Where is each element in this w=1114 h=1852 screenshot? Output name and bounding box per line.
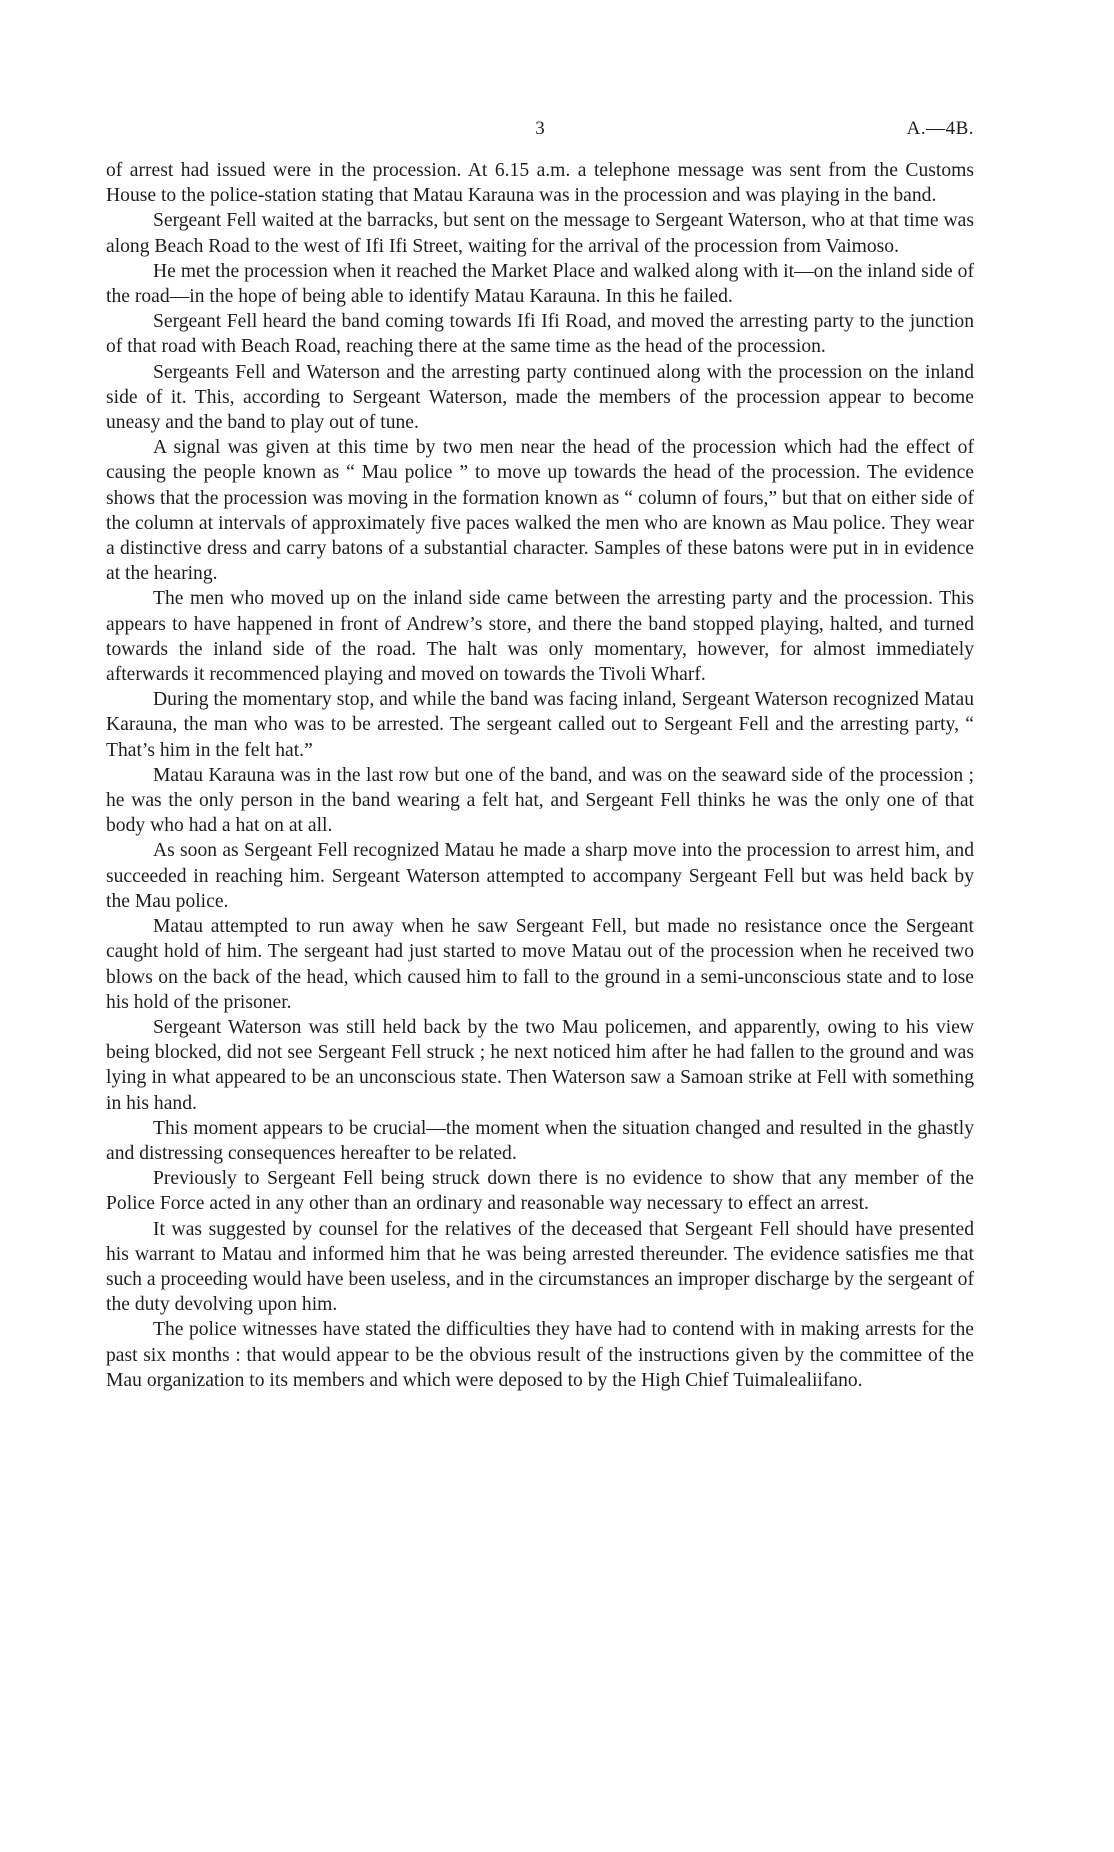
- paragraph: Sergeants Fell and Waterson and the arresting party continued along with the procession on the inland side of it. This, according to Sergeant Waterson, made the members of the procession appear to become uneasy and the band to play out of tune.: [106, 361, 974, 434]
- body-text: [106, 158, 974, 1393]
- paragraph: The police witnesses have stated the difficulties they have had to contend with in making arrests for the past six months : that would appear to be the obvious result of the instructions given by the committee of the Mau organization to its members and which were deposed to by the High Chief Tuimalealiifano.: [106, 1319, 974, 1391]
- paragraph: It was suggested by counsel for the relatives of the deceased that Sergeant Fell should have presented his warrant to Matau and informed him that he was being arrested thereunder. The evidence satisfies me that such a proceeding would have been useless, and in the circumstances an improper discharge by the sergeant of the duty devolving upon him.: [106, 1218, 974, 1316]
- paragraph: He met the procession when it reached the Market Place and walked along with it—on the inland side of the road—in the hope of being able to identify Matau Karauna. In this he failed.: [106, 260, 974, 308]
- paragraph: Matau Karauna was in the last row but one of the band, and was on the seaward side of the procession ; he was the only person in the band wearing a felt hat, and Sergeant Fell thinks he was the only one of that body who had a hat on at all.: [106, 764, 974, 837]
- page-number: 3: [535, 118, 545, 139]
- paragraph: Previously to Sergeant Fell being struck down there is no evidence to show that any member of the Police Force acted in any other than an ordinary and reasonable way necessary to effect an arrest.: [106, 1168, 974, 1215]
- paragraph: Sergeant Waterson was still held back by the two Mau policemen, and apparently, owing to his view being blocked, did not see Sergeant Fell struck ; he next noticed him after he had fallen to the ground and was lying in what appeared to be an unconscious state. Then Waterson saw a Samoan strike at Fell with something in his hand.: [106, 1016, 974, 1114]
- paragraph: of arrest had issued were in the procession. At 6.15 a.m. a telephone message was sent from the Customs House to the police-station stating that Matau Karauna was in the procession and was playing in the band.: [106, 160, 974, 207]
- page-header: [106, 118, 974, 148]
- document-reference: A.—4B.: [906, 118, 974, 139]
- paragraph: Sergeant Fell waited at the barracks, but sent on the message to Sergeant Waterson, who at that time was along Beach Road to the west of Ifi Ifi Street, waiting for the arrival of the procession from Vaimoso.: [106, 210, 974, 257]
- paragraph: During the momentary stop, and while the band was facing inland, Sergeant Waterson recognized Matau Karauna, the man who was to be arrested. The sergeant called out to Sergeant Fell and the arresting party, “ That’s him in the felt hat.”: [106, 689, 974, 761]
- paragraph: This moment appears to be crucial—the moment when the situation changed and resulted in the ghastly and distressing consequences hereafter to be related.: [106, 1117, 974, 1164]
- paragraph: As soon as Sergeant Fell recognized Matau he made a sharp move into the procession to arrest him, and succeeded in reaching him. Sergeant Waterson attempted to accompany Sergeant Fell but was held back by the Mau police.: [106, 840, 974, 912]
- paragraph: Sergeant Fell heard the band coming towards Ifi Ifi Road, and moved the arresting party to the junction of that road with Beach Road, reaching there at the same time as the head of the procession.: [106, 311, 974, 358]
- paragraph: The men who moved up on the inland side came between the arresting party and the procession. This appears to have happened in front of Andrew’s store, and there the band stopped playing, halted, and turned towards the inland side of the road. The halt was only momentary, however, for almost immediately afterwards it recommenced playing and moved on towards the Tivoli Wharf.: [106, 588, 974, 686]
- document-page: [106, 118, 974, 1393]
- paragraph: Matau attempted to run away when he saw Sergeant Fell, but made no resistance once the Sergeant caught hold of him. The sergeant had just started to move Matau out of the procession when he received two blows on the back of the head, which caused him to fall to the ground in a semi-unconscious state and to lose his hold of the prisoner.: [106, 916, 974, 1013]
- paragraph: A signal was given at this time by two men near the head of the procession which had the effect of causing the people known as “ Mau police ” to move up towards the head of the procession. The evidence shows that the procession was moving in the formation known as “ column of fours,” but that on either side of the column at intervals of approximately five paces walked the men who are known as Mau police. They wear a distinctive dress and carry batons of a substantial character. Samples of these batons were put in in evidence at the hearing.: [106, 437, 974, 585]
